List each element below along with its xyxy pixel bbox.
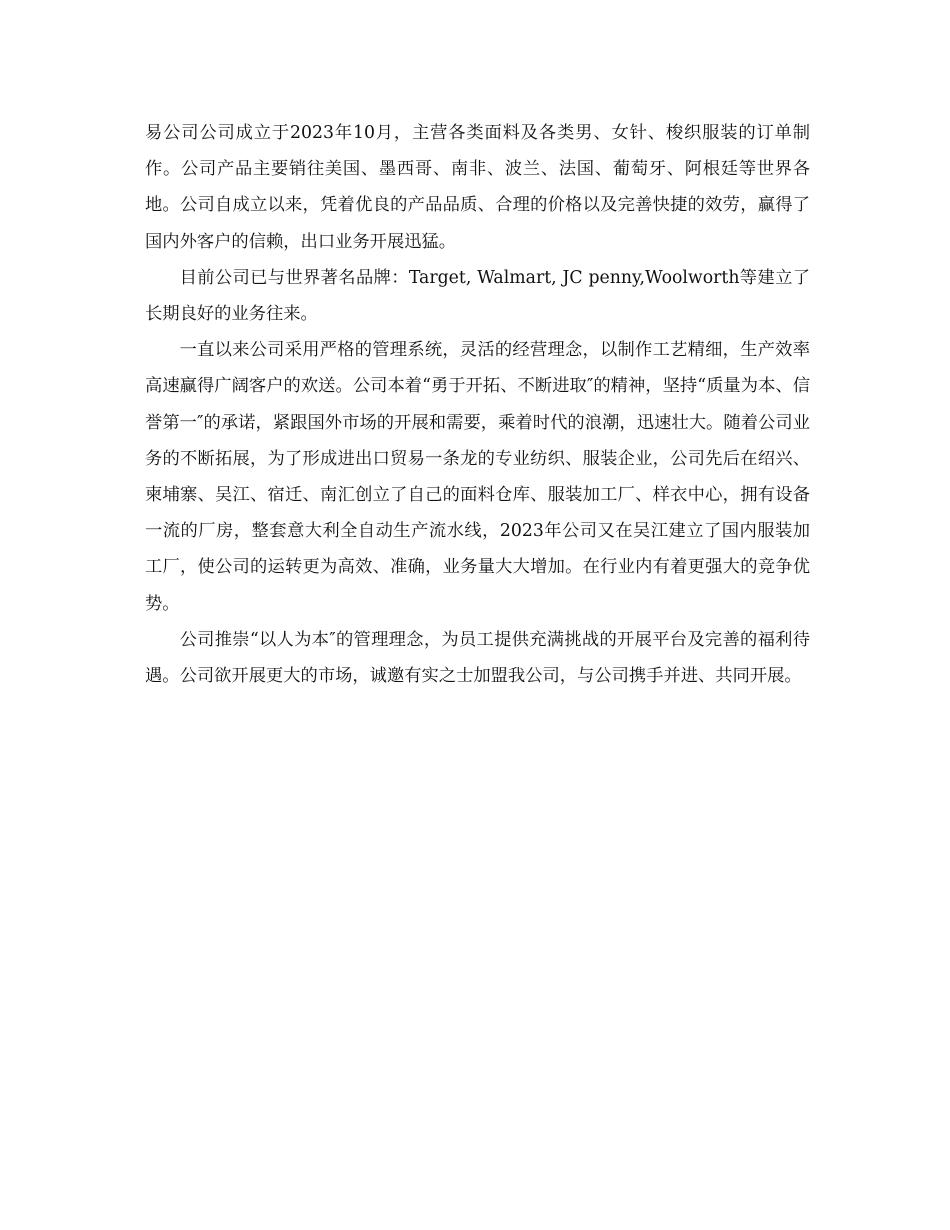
document-body <box>145 115 810 694</box>
paragraph-brand-partners: 目前公司已与世界著名品牌：Target, Walmart, JC penny,Woolworth等建立了长期良好的业务往来。 <box>145 267 810 325</box>
paragraph-people-and-recruitment: 公司推崇“以人为本″的管理理念，为员工提供充满挑战的开展平台及完善的福利待遇。公司欲开展更大的市场，诚邀有实之士加盟我公司，与公司携手并进、共同开展。 <box>145 629 810 687</box>
paragraph-company-overview: 易公司公司成立于2023年10月，主营各类面料及各类男、女针、梭织服装的订单制作。公司产品主要销往美国、墨西哥、南非、波兰、法国、葡萄牙、阿根廷等世界各地。公司自成立以来，凭着优良的产品品质、合理的价格以及完善快捷的效劳，赢得了国内外客户的信赖，出口业务开展迅猛。 <box>145 123 810 252</box>
paragraph-management-and-growth: 一直以来公司采用严格的管理系统，灵活的经营理念，以制作工艺精细，生产效率高速赢得广阔客户的欢送。公司本着“勇于开拓、不断进取″的精神，坚持“质量为本、信誉第一″的承诺，紧跟国外市场的开展和需要，乘着时代的浪潮，迅速壮大。随着公司业务的不断拓展，为了形成进出口贸易一条龙的专业纺织、服装企业，公司先后在绍兴、柬埔寨、吴江、宿迁、南汇创立了自己的面料仓库、服装加工厂、样衣中心，拥有设备一流的厂房，整套意大利全自动生产流水线，2023年公司又在吴江建立了国内服装加工厂，使公司的运转更为高效、准确，业务量大大增加。在行业内有着更强大的竞争优势。 <box>145 340 810 614</box>
